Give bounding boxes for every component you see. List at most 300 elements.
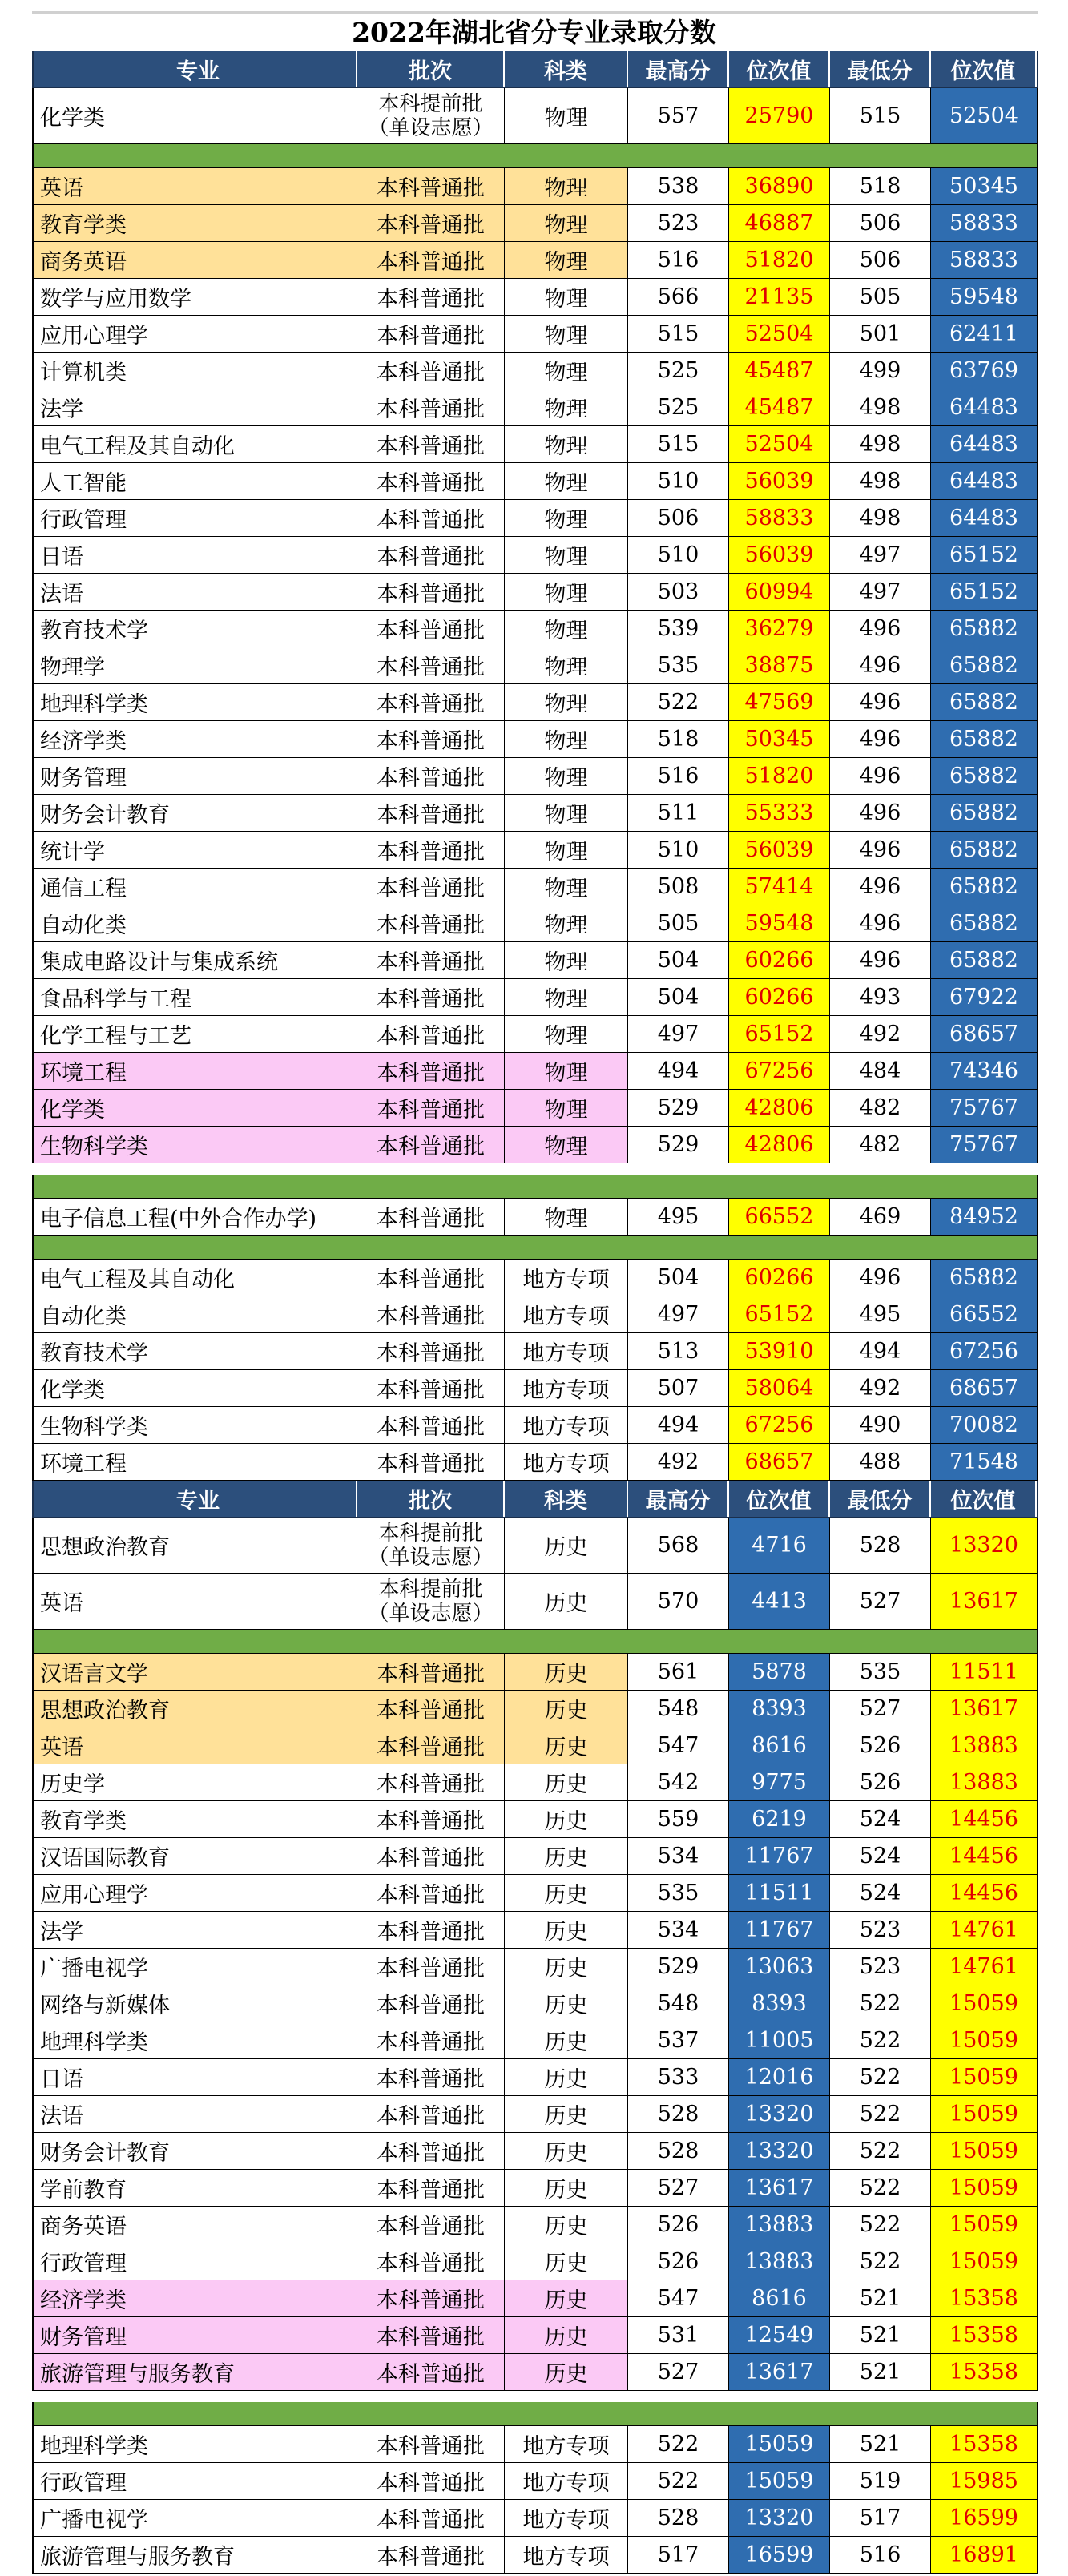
batch-cell: 本科普通批 xyxy=(357,2243,505,2280)
max-score-cell: 570 xyxy=(628,1574,729,1629)
batch-cell: 本科普通批 xyxy=(357,1407,505,1443)
max-score-cell: 538 xyxy=(628,168,729,204)
table-row xyxy=(32,88,1038,144)
track-cell: 地方专项 xyxy=(505,1444,628,1480)
major-cell: 化学类 xyxy=(34,1370,357,1406)
batch-cell: 本科普通批 xyxy=(357,316,505,352)
min-score-cell: 496 xyxy=(830,647,931,683)
batch-cell: 本科普通批 xyxy=(357,205,505,241)
major-cell: 人工智能 xyxy=(34,463,357,499)
table-row xyxy=(32,2243,1038,2280)
max-rank-cell: 6219 xyxy=(729,1801,830,1837)
admission-table xyxy=(32,51,1038,2574)
min-score-cell: 496 xyxy=(830,942,931,978)
table-row xyxy=(32,1407,1038,1444)
min-rank-cell: 71548 xyxy=(931,1444,1037,1480)
major-cell: 通信工程 xyxy=(34,869,357,905)
table-row xyxy=(32,316,1038,353)
min-rank-cell: 62411 xyxy=(931,316,1037,352)
batch-cell: 本科普通批 xyxy=(357,758,505,794)
batch-cell: 本科普通批 xyxy=(357,795,505,831)
major-cell: 财务管理 xyxy=(34,2317,357,2353)
major-cell: 地理科学类 xyxy=(34,2022,357,2058)
min-score-cell: 527 xyxy=(830,1574,931,1629)
min-score-cell: 523 xyxy=(830,1949,931,1985)
section-separator xyxy=(32,144,1038,168)
batch-cell: 本科普通批 xyxy=(357,1053,505,1089)
table-row xyxy=(32,242,1038,279)
track-cell: 物理 xyxy=(505,389,628,425)
major-cell: 环境工程 xyxy=(34,1444,357,1480)
table-row xyxy=(32,463,1038,500)
batch-cell: 本科普通批 xyxy=(357,2022,505,2058)
track-cell: 物理 xyxy=(505,647,628,683)
table-row xyxy=(32,2096,1038,2133)
track-cell: 历史 xyxy=(505,2354,628,2390)
batch-cell: 本科普通批 xyxy=(357,1444,505,1480)
min-score-cell: 524 xyxy=(830,1801,931,1837)
major-cell: 财务会计教育 xyxy=(34,2133,357,2169)
max-rank-cell: 47569 xyxy=(729,684,830,720)
max-rank-cell: 13617 xyxy=(729,2354,830,2390)
track-cell: 物理 xyxy=(505,574,628,610)
track-cell: 物理 xyxy=(505,795,628,831)
min-rank-cell: 75767 xyxy=(931,1090,1037,1126)
batch-cell: 本科普通批 xyxy=(357,2537,505,2573)
track-cell: 物理 xyxy=(505,88,628,143)
batch-cell: 本科普通批 xyxy=(357,979,505,1015)
batch-cell: 本科普通批 xyxy=(357,1016,505,1052)
min-rank-cell: 63769 xyxy=(931,353,1037,389)
major-cell: 电气工程及其自动化 xyxy=(34,426,357,462)
major-cell: 应用心理学 xyxy=(34,1875,357,1911)
max-rank-cell: 50345 xyxy=(729,721,830,757)
min-score-cell: 516 xyxy=(830,2537,931,2573)
track-cell: 物理 xyxy=(505,1090,628,1126)
max-score-cell: 527 xyxy=(628,2170,729,2206)
header-cell: 专业 xyxy=(34,1481,357,1517)
major-cell: 英语 xyxy=(34,1727,357,1764)
max-rank-cell: 67256 xyxy=(729,1407,830,1443)
table-row xyxy=(32,1985,1038,2022)
min-rank-cell: 65882 xyxy=(931,942,1037,978)
major-cell: 广播电视学 xyxy=(34,1949,357,1985)
max-score-cell: 515 xyxy=(628,426,729,462)
max-score-cell: 547 xyxy=(628,2280,729,2316)
table-row xyxy=(32,1053,1038,1090)
major-cell: 法语 xyxy=(34,574,357,610)
major-cell: 教育技术学 xyxy=(34,1333,357,1369)
major-cell: 日语 xyxy=(34,2059,357,2095)
batch-cell: 本科提前批（单设志愿） xyxy=(357,88,505,143)
header-cell: 最低分 xyxy=(830,1481,931,1517)
min-score-cell: 501 xyxy=(830,316,931,352)
section-separator xyxy=(32,1236,1038,1260)
max-score-cell: 494 xyxy=(628,1407,729,1443)
max-score-cell: 510 xyxy=(628,832,729,868)
major-cell: 电气工程及其自动化 xyxy=(34,1260,357,1296)
min-rank-cell: 68657 xyxy=(931,1016,1037,1052)
major-cell: 法语 xyxy=(34,2096,357,2132)
major-cell: 教育学类 xyxy=(34,205,357,241)
header-cell: 位次值 xyxy=(931,51,1037,87)
max-score-cell: 568 xyxy=(628,1518,729,1573)
min-rank-cell: 65152 xyxy=(931,537,1037,573)
section-gap xyxy=(32,2391,1038,2402)
batch-cell: 本科普通批 xyxy=(357,611,505,647)
max-score-cell: 529 xyxy=(628,1949,729,1985)
max-score-cell: 547 xyxy=(628,1727,729,1764)
batch-cell: 本科普通批 xyxy=(357,2426,505,2462)
min-score-cell: 524 xyxy=(830,1838,931,1874)
header-cell: 科类 xyxy=(505,1481,628,1517)
batch-cell: 本科普通批 xyxy=(357,1801,505,1837)
track-cell: 物理 xyxy=(505,979,628,1015)
table-row xyxy=(32,1949,1038,1985)
max-score-cell: 503 xyxy=(628,574,729,610)
track-cell: 地方专项 xyxy=(505,1370,628,1406)
min-rank-cell: 52504 xyxy=(931,88,1037,143)
track-cell: 历史 xyxy=(505,1518,628,1573)
track-cell: 物理 xyxy=(505,537,628,573)
major-cell: 旅游管理与服务教育 xyxy=(34,2354,357,2390)
max-rank-cell: 60994 xyxy=(729,574,830,610)
track-cell: 物理 xyxy=(505,500,628,536)
max-score-cell: 548 xyxy=(628,1985,729,2022)
max-rank-cell: 8616 xyxy=(729,2280,830,2316)
min-score-cell: 492 xyxy=(830,1370,931,1406)
table-row xyxy=(32,574,1038,611)
batch-cell: 本科普通批 xyxy=(357,168,505,204)
section-gap xyxy=(32,1163,1038,1175)
table-row xyxy=(32,758,1038,795)
track-cell: 历史 xyxy=(505,1949,628,1985)
major-cell: 经济学类 xyxy=(34,2280,357,2316)
min-rank-cell: 13883 xyxy=(931,1764,1037,1800)
major-cell: 集成电路设计与集成系统 xyxy=(34,942,357,978)
major-cell: 汉语国际教育 xyxy=(34,1838,357,1874)
min-rank-cell: 64483 xyxy=(931,463,1037,499)
max-score-cell: 557 xyxy=(628,88,729,143)
track-cell: 历史 xyxy=(505,1838,628,1874)
max-score-cell: 535 xyxy=(628,1875,729,1911)
track-cell: 历史 xyxy=(505,1654,628,1690)
table-row xyxy=(32,2059,1038,2096)
min-rank-cell: 64483 xyxy=(931,500,1037,536)
min-score-cell: 493 xyxy=(830,979,931,1015)
min-score-cell: 522 xyxy=(830,2096,931,2132)
batch-cell: 本科普通批 xyxy=(357,2317,505,2353)
min-score-cell: 524 xyxy=(830,1875,931,1911)
batch-cell: 本科提前批（单设志愿） xyxy=(357,1518,505,1573)
track-cell: 地方专项 xyxy=(505,1333,628,1369)
max-rank-cell: 42806 xyxy=(729,1090,830,1126)
table-row xyxy=(32,2022,1038,2059)
batch-cell: 本科普通批 xyxy=(357,1370,505,1406)
max-score-cell: 566 xyxy=(628,279,729,315)
min-rank-cell: 65882 xyxy=(931,795,1037,831)
min-score-cell: 482 xyxy=(830,1090,931,1126)
max-score-cell: 504 xyxy=(628,979,729,1015)
min-rank-cell: 74346 xyxy=(931,1053,1037,1089)
min-score-cell: 499 xyxy=(830,353,931,389)
max-rank-cell: 66552 xyxy=(729,1199,830,1235)
batch-cell: 本科普通批 xyxy=(357,389,505,425)
batch-cell: 本科普通批 xyxy=(357,1764,505,1800)
table-row xyxy=(32,1801,1038,1838)
max-score-cell: 522 xyxy=(628,684,729,720)
batch-cell: 本科普通批 xyxy=(357,832,505,868)
header-cell: 位次值 xyxy=(931,1481,1037,1517)
max-rank-cell: 58833 xyxy=(729,500,830,536)
max-score-cell: 525 xyxy=(628,389,729,425)
min-rank-cell: 13883 xyxy=(931,1727,1037,1764)
track-cell: 物理 xyxy=(505,1016,628,1052)
major-cell: 经济学类 xyxy=(34,721,357,757)
min-score-cell: 490 xyxy=(830,1407,931,1443)
track-cell: 历史 xyxy=(505,1985,628,2022)
table-row xyxy=(32,1333,1038,1370)
min-rank-cell: 11511 xyxy=(931,1654,1037,1690)
max-rank-cell: 60266 xyxy=(729,979,830,1015)
min-score-cell: 498 xyxy=(830,500,931,536)
major-cell: 化学类 xyxy=(34,1090,357,1126)
major-cell: 化学类 xyxy=(34,88,357,143)
min-rank-cell: 15358 xyxy=(931,2280,1037,2316)
major-cell: 教育技术学 xyxy=(34,611,357,647)
table-row xyxy=(32,205,1038,242)
track-cell: 历史 xyxy=(505,1875,628,1911)
section-separator xyxy=(32,2402,1038,2426)
min-score-cell: 528 xyxy=(830,1518,931,1573)
max-rank-cell: 60266 xyxy=(729,1260,830,1296)
batch-cell: 本科普通批 xyxy=(357,574,505,610)
page-title: 2022年湖北省分专业录取分数 xyxy=(352,17,716,48)
min-score-cell: 522 xyxy=(830,2207,931,2243)
track-cell: 地方专项 xyxy=(505,2500,628,2536)
max-score-cell: 504 xyxy=(628,1260,729,1296)
batch-cell: 本科普通批 xyxy=(357,1199,505,1235)
min-rank-cell: 13617 xyxy=(931,1574,1037,1629)
min-rank-cell: 65882 xyxy=(931,611,1037,647)
batch-cell: 本科普通批 xyxy=(357,353,505,389)
min-rank-cell: 58833 xyxy=(931,242,1037,278)
max-rank-cell: 46887 xyxy=(729,205,830,241)
major-cell: 法学 xyxy=(34,1912,357,1948)
track-cell: 物理 xyxy=(505,1127,628,1163)
min-score-cell: 506 xyxy=(830,242,931,278)
min-score-cell: 496 xyxy=(830,758,931,794)
table-row xyxy=(32,2500,1038,2537)
batch-cell: 本科普通批 xyxy=(357,2280,505,2316)
track-cell: 历史 xyxy=(505,1801,628,1837)
batch-cell: 本科普通批 xyxy=(357,2133,505,2169)
max-score-cell: 507 xyxy=(628,1370,729,1406)
max-score-cell: 535 xyxy=(628,647,729,683)
table-row xyxy=(32,537,1038,574)
min-rank-cell: 59548 xyxy=(931,279,1037,315)
batch-cell: 本科普通批 xyxy=(357,279,505,315)
track-cell: 历史 xyxy=(505,1764,628,1800)
major-cell: 行政管理 xyxy=(34,2463,357,2499)
batch-cell: 本科普通批 xyxy=(357,2354,505,2390)
max-rank-cell: 59548 xyxy=(729,905,830,941)
max-rank-cell: 15059 xyxy=(729,2426,830,2462)
table-row xyxy=(32,1574,1038,1630)
max-rank-cell: 8616 xyxy=(729,1727,830,1764)
max-rank-cell: 11511 xyxy=(729,1875,830,1911)
max-score-cell: 529 xyxy=(628,1090,729,1126)
max-score-cell: 510 xyxy=(628,537,729,573)
header-cell: 批次 xyxy=(357,51,505,87)
max-rank-cell: 45487 xyxy=(729,353,830,389)
max-rank-cell: 9775 xyxy=(729,1764,830,1800)
table-row xyxy=(32,2170,1038,2207)
min-score-cell: 535 xyxy=(830,1654,931,1690)
major-cell: 自动化类 xyxy=(34,905,357,941)
max-rank-cell: 65152 xyxy=(729,1296,830,1332)
track-cell: 历史 xyxy=(505,2022,628,2058)
batch-cell: 本科普通批 xyxy=(357,2096,505,2132)
max-score-cell: 504 xyxy=(628,942,729,978)
major-cell: 财务管理 xyxy=(34,758,357,794)
table-row xyxy=(32,2317,1038,2354)
min-score-cell: 496 xyxy=(830,869,931,905)
min-score-cell: 496 xyxy=(830,832,931,868)
min-rank-cell: 65882 xyxy=(931,832,1037,868)
min-rank-cell: 68657 xyxy=(931,1370,1037,1406)
max-score-cell: 505 xyxy=(628,905,729,941)
batch-cell: 本科普通批 xyxy=(357,1875,505,1911)
track-cell: 地方专项 xyxy=(505,1296,628,1332)
table-row xyxy=(32,611,1038,647)
major-cell: 商务英语 xyxy=(34,2207,357,2243)
major-cell: 日语 xyxy=(34,537,357,573)
track-cell: 历史 xyxy=(505,2207,628,2243)
max-rank-cell: 12016 xyxy=(729,2059,830,2095)
track-cell: 地方专项 xyxy=(505,1260,628,1296)
batch-cell: 本科普通批 xyxy=(357,942,505,978)
max-score-cell: 508 xyxy=(628,869,729,905)
min-rank-cell: 15059 xyxy=(931,2170,1037,2206)
table-row xyxy=(32,1444,1038,1481)
batch-cell: 本科普通批 xyxy=(357,905,505,941)
max-rank-cell: 67256 xyxy=(729,1053,830,1089)
track-cell: 物理 xyxy=(505,832,628,868)
major-cell: 化学工程与工艺 xyxy=(34,1016,357,1052)
min-rank-cell: 14456 xyxy=(931,1801,1037,1837)
track-cell: 地方专项 xyxy=(505,2463,628,2499)
table-row xyxy=(32,1654,1038,1691)
header-cell: 最高分 xyxy=(628,51,729,87)
max-score-cell: 561 xyxy=(628,1654,729,1690)
track-cell: 物理 xyxy=(505,205,628,241)
table-row xyxy=(32,389,1038,426)
track-cell: 物理 xyxy=(505,1053,628,1089)
max-rank-cell: 36890 xyxy=(729,168,830,204)
min-rank-cell: 65882 xyxy=(931,647,1037,683)
max-rank-cell: 42806 xyxy=(729,1127,830,1163)
table-row xyxy=(32,942,1038,979)
header-cell: 科类 xyxy=(505,51,628,87)
major-cell: 地理科学类 xyxy=(34,684,357,720)
min-score-cell: 496 xyxy=(830,1260,931,1296)
max-score-cell: 528 xyxy=(628,2096,729,2132)
max-rank-cell: 68657 xyxy=(729,1444,830,1480)
batch-cell: 本科普通批 xyxy=(357,684,505,720)
max-score-cell: 523 xyxy=(628,205,729,241)
min-rank-cell: 65882 xyxy=(931,905,1037,941)
max-score-cell: 525 xyxy=(628,353,729,389)
min-rank-cell: 50345 xyxy=(931,168,1037,204)
track-cell: 物理 xyxy=(505,353,628,389)
max-score-cell: 495 xyxy=(628,1199,729,1235)
min-score-cell: 494 xyxy=(830,1333,931,1369)
table-row xyxy=(32,1127,1038,1163)
min-rank-cell: 15059 xyxy=(931,2022,1037,2058)
max-rank-cell: 13883 xyxy=(729,2243,830,2280)
batch-cell: 本科提前批（单设志愿） xyxy=(357,1574,505,1629)
max-rank-cell: 53910 xyxy=(729,1333,830,1369)
major-cell: 广播电视学 xyxy=(34,2500,357,2536)
max-score-cell: 506 xyxy=(628,500,729,536)
min-score-cell: 521 xyxy=(830,2426,931,2462)
max-rank-cell: 55333 xyxy=(729,795,830,831)
table-row xyxy=(32,1199,1038,1236)
min-score-cell: 496 xyxy=(830,684,931,720)
max-score-cell: 516 xyxy=(628,758,729,794)
min-score-cell: 496 xyxy=(830,795,931,831)
min-score-cell: 482 xyxy=(830,1127,931,1163)
batch-cell: 本科普通批 xyxy=(357,721,505,757)
max-rank-cell: 65152 xyxy=(729,1016,830,1052)
min-score-cell: 526 xyxy=(830,1764,931,1800)
batch-cell: 本科普通批 xyxy=(357,869,505,905)
max-rank-cell: 13320 xyxy=(729,2133,830,2169)
min-score-cell: 521 xyxy=(830,2280,931,2316)
batch-cell: 本科普通批 xyxy=(357,1838,505,1874)
max-rank-cell: 36279 xyxy=(729,611,830,647)
max-score-cell: 527 xyxy=(628,2354,729,2390)
min-score-cell: 497 xyxy=(830,537,931,573)
table-row xyxy=(32,1691,1038,1727)
min-rank-cell: 84952 xyxy=(931,1199,1037,1235)
min-rank-cell: 64483 xyxy=(931,426,1037,462)
min-score-cell: 527 xyxy=(830,1691,931,1727)
max-rank-cell: 16599 xyxy=(729,2537,830,2573)
min-score-cell: 522 xyxy=(830,2243,931,2280)
major-cell: 网络与新媒体 xyxy=(34,1985,357,2022)
min-score-cell: 496 xyxy=(830,611,931,647)
table-row xyxy=(32,832,1038,869)
batch-cell: 本科普通批 xyxy=(357,2059,505,2095)
table-row xyxy=(32,2537,1038,2574)
section-separator xyxy=(32,1630,1038,1654)
batch-cell: 本科普通批 xyxy=(357,2170,505,2206)
major-cell: 数学与应用数学 xyxy=(34,279,357,315)
track-cell: 历史 xyxy=(505,1691,628,1727)
table-row xyxy=(32,2426,1038,2463)
batch-cell: 本科普通批 xyxy=(357,1654,505,1690)
batch-cell: 本科普通批 xyxy=(357,537,505,573)
major-cell: 统计学 xyxy=(34,832,357,868)
track-cell: 物理 xyxy=(505,758,628,794)
max-rank-cell: 13617 xyxy=(729,2170,830,2206)
min-rank-cell: 15358 xyxy=(931,2317,1037,2353)
batch-cell: 本科普通批 xyxy=(357,1912,505,1948)
major-cell: 英语 xyxy=(34,1574,357,1629)
max-score-cell: 533 xyxy=(628,2059,729,2095)
